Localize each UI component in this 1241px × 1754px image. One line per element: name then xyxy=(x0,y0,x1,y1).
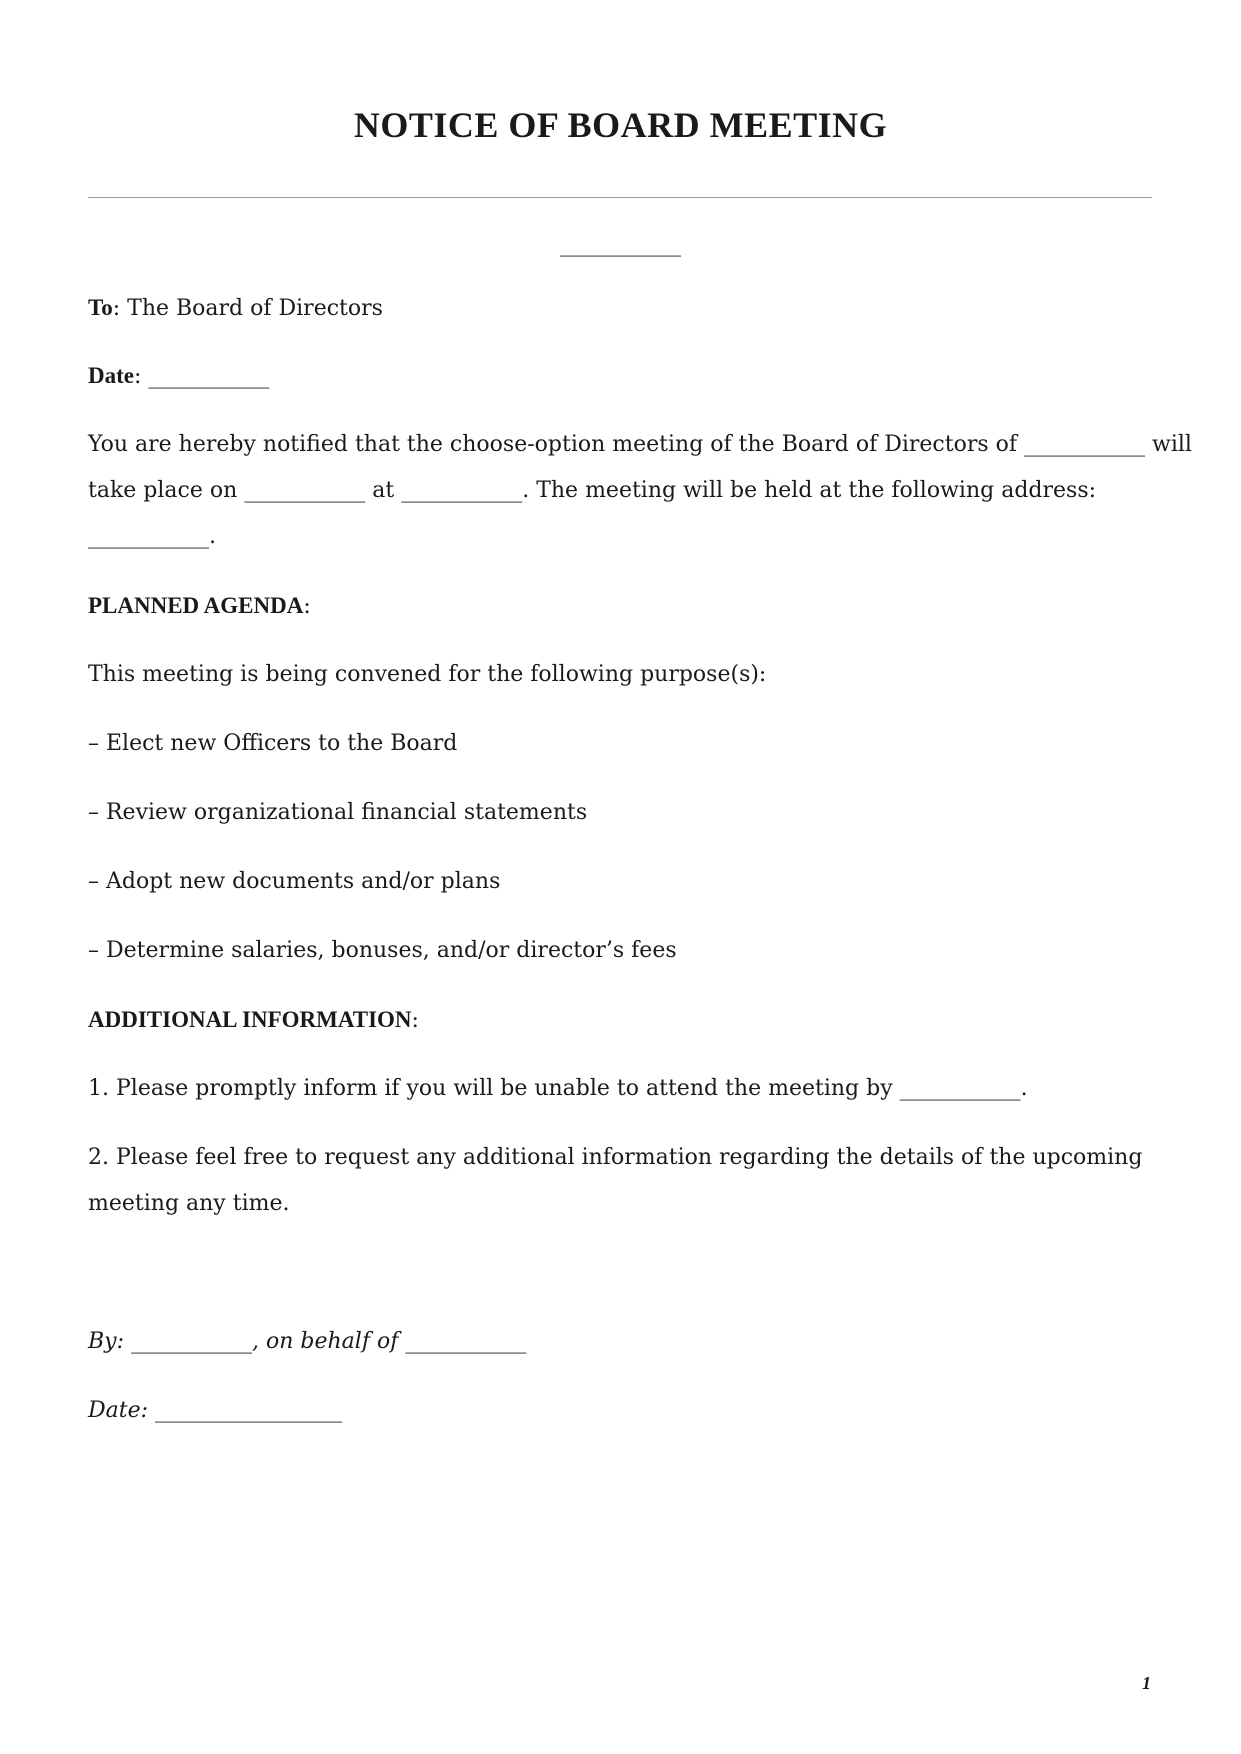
agenda-item: – Determine salaries, bonuses, and/or director’s fees xyxy=(88,938,677,963)
page-number: 1 xyxy=(1142,1673,1151,1693)
info-item-2-line-2: meeting any time. xyxy=(88,1191,290,1216)
info-item-2-line-1: 2. Please feel free to request any additional information regarding the details of the upcoming xyxy=(88,1145,1143,1170)
notice-line-1: You are hereby notified that the choose-option meeting of the Board of Directors of ___________ will xyxy=(88,432,1192,457)
date-line xyxy=(88,361,269,392)
agenda-item: – Adopt new documents and/or plans xyxy=(88,869,501,894)
to-line xyxy=(88,293,383,324)
agenda-heading: PLANNED AGENDA xyxy=(88,593,304,618)
agenda-item: – Review organizational financial statements xyxy=(88,800,588,825)
signature-date-line: Date: _________________ xyxy=(88,1398,343,1423)
additional-heading: ADDITIONAL INFORMATION xyxy=(88,1007,412,1032)
agenda-item: – Elect new Officers to the Board xyxy=(88,731,458,756)
to-label: To xyxy=(88,295,113,320)
info-item-1: 1. Please promptly inform if you will be unable to attend the meeting by ___________. xyxy=(88,1076,1028,1101)
additional-heading-colon: : xyxy=(411,1008,419,1033)
to-value: : The Board of Directors xyxy=(112,296,383,321)
date-label: Date xyxy=(88,363,134,388)
date-value: : ___________ xyxy=(133,364,270,389)
document-title: NOTICE OF BOARD MEETING xyxy=(353,105,888,145)
notice-line-3: ___________. xyxy=(88,524,216,549)
agenda-intro: This meeting is being convened for the following purpose(s): xyxy=(88,662,767,687)
top-blank-field: ___________ xyxy=(560,232,681,257)
agenda-heading-line xyxy=(88,591,311,622)
title-divider xyxy=(88,197,1152,198)
agenda-heading-colon: : xyxy=(303,594,311,619)
signature-by-line: By: ___________, on behalf of ___________ xyxy=(88,1329,527,1354)
notice-line-2: take place on ___________ at ___________. The meeting will be held at the following address: xyxy=(88,478,1097,503)
additional-heading-line xyxy=(88,1005,419,1036)
